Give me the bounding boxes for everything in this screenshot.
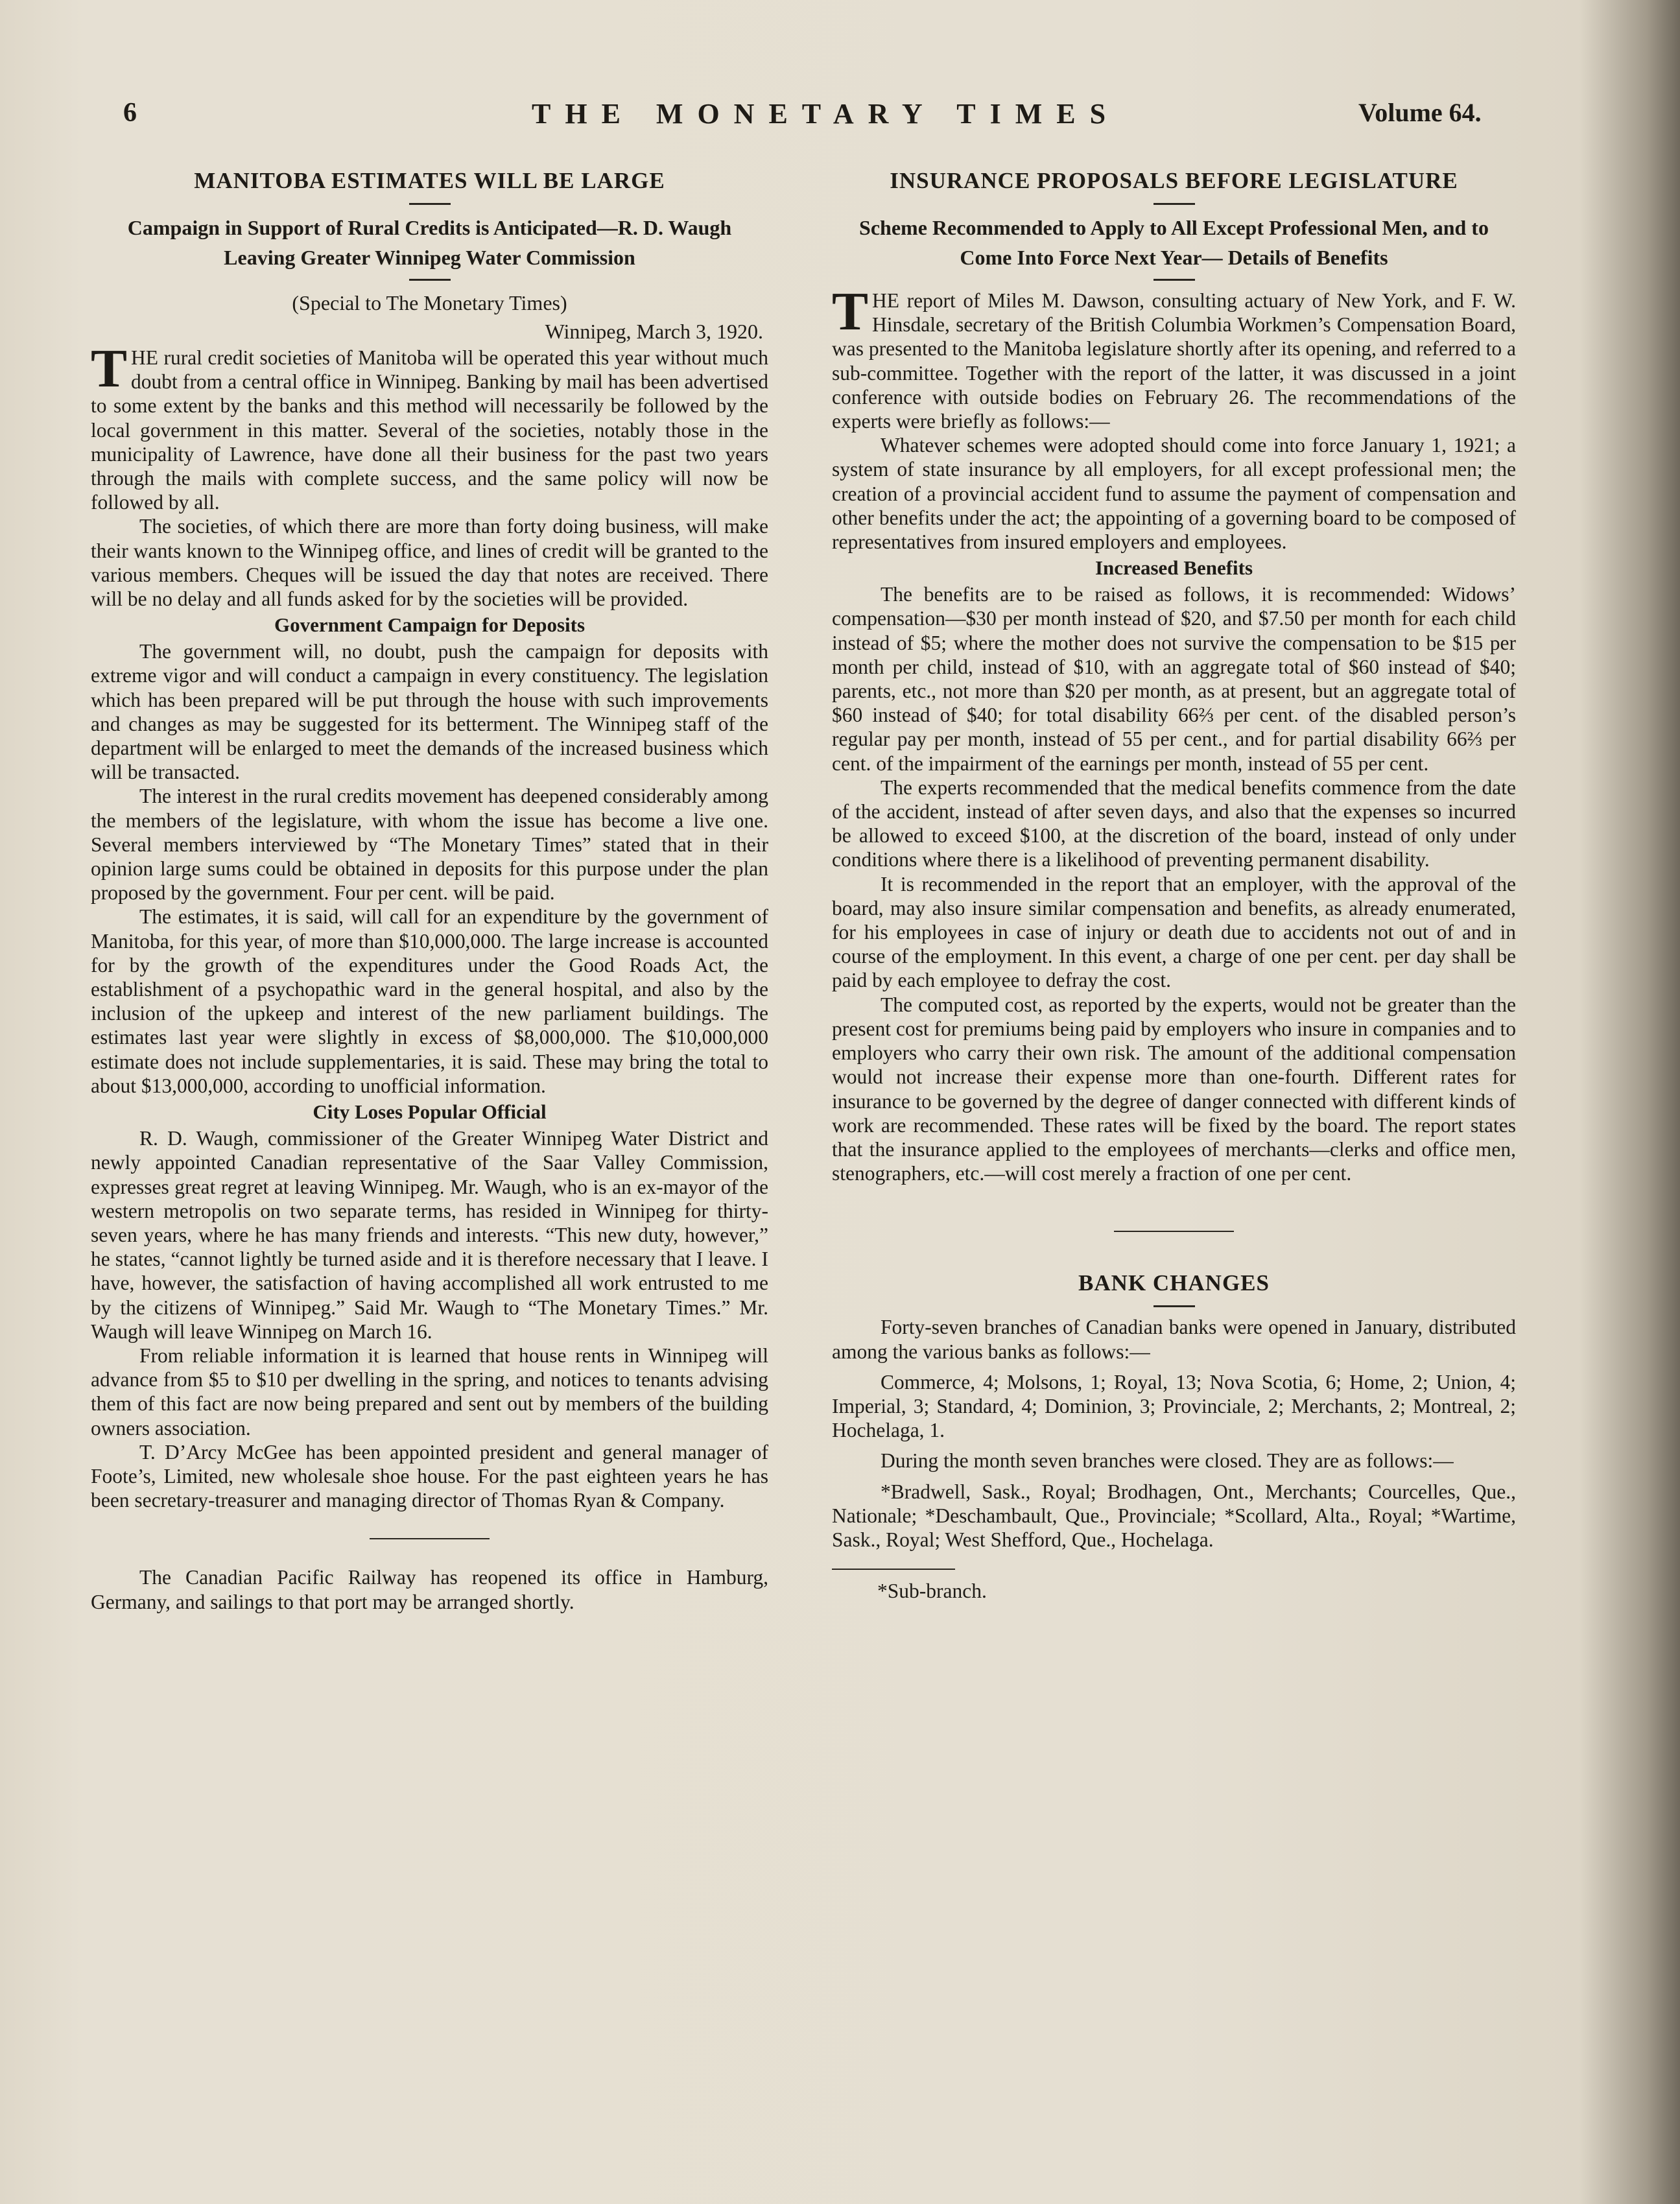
paragraph: Whatever schemes were adopted should come into force January 1, 1921; a system of state insurance by all employers, for all except professional men; the creation of a provincial accident fund to assume the payment of compensation and other benefits under the act; the appointing of a governing board to be composed of representatives from insured employers and employees. — [832, 434, 1516, 554]
special-credit: (Special to The Monetary Times) — [292, 291, 567, 314]
article-title-insurance: INSURANCE PROPOSALS BEFORE LEGISLATURE — [890, 168, 1458, 193]
article-title-bank-changes: BANK CHANGES — [1078, 1270, 1270, 1296]
drop-cap: T — [832, 281, 869, 342]
footnote-rule — [832, 1569, 955, 1570]
paragraph: *Bradwell, Sask., Royal; Brodhagen, Ont., Merchants; Courcelles, Que., Nationale; *Deschambault, Que., Provinciale; *Scollard, Alta., Royal; *Wartime, Sask., Royal; West Shefford, Que., Hochelaga. — [832, 1480, 1516, 1551]
article-subtitle: Scheme Recommended to Apply to All Except Professional Men, and to Come Into Force Next Year— Details of Benefits — [859, 216, 1489, 269]
article-subtitle: Campaign in Support of Rural Credits is Anticipated—R. D. Waugh Leaving Greater Winnipeg Water Commission — [127, 216, 732, 269]
paragraph: The benefits are to be raised as follows, it is recommended: Widows’ compensation—$30 per month instead of $20, and $7.50 per month for each child instead of $5; where the mother does not survive the compensation to be $15 per month per child, instead of $10, with an aggregate total of $60 instead of $40; parents, etc., not more than $20 per month, as at present, but an aggregate total of $60 instead of $40; for total disability 66⅔ per cent. of the disabled person’s regular pay per month, instead of 55 per cent., and for partial disability 66⅔ per cent. of the impairment of the earnings per month, instead of 55 per cent. — [832, 583, 1516, 775]
running-title: THE MONETARY TIMES — [532, 98, 1120, 130]
paragraph: It is recommended in the report that an employer, with the approval of the board, may also insure similar compensation and benefits, as already enumerated, for his employees in case of injury or death due to accidents not out of and in course of the employment. In this event, a charge of one per cent. per day shall be paid by each employee to defray the cost. — [832, 872, 1516, 992]
paragraph: The government will, no doubt, push the campaign for deposits with extreme vigor and will conduct a campaign in every constituency. The legislation which has been prepared will be put through the house with such improvements and changes as may be suggested for its betterment. The Winnipeg staff of the department will be enlarged to meet the demands of the increased business which will be transacted. — [91, 640, 768, 784]
paragraph: Commerce, 4; Molsons, 1; Royal, 13; Nova Scotia, 6; Home, 2; Union, 4; Imperial, 3; Standard, 4; Dominion, 3; Provinciale, 2; Merchants, 2; Montreal, 2; Hochelaga, 1. — [832, 1370, 1516, 1442]
left-column — [91, 165, 768, 1614]
paragraph: The Canadian Pacific Railway has reopened its office in Hamburg, Germany, and sailings to that port may be arranged shortly. — [91, 1566, 768, 1613]
paragraph: T. D’Arcy McGee has been appointed president and general manager of Foote’s, Limited, new wholesale shoe house. For the past eighteen years he has been secretary-treasurer and managing director of Thomas Ryan & Company. — [91, 1440, 768, 1512]
paragraph: The experts recommended that the medical benefits commence from the date of the accident, instead of after seven days, and also that the expenses so incurred be allowed to exceed $100, at the discretion of the board, instead of only under conditions where there is a likelihood of preventing permanent disability. — [832, 776, 1516, 871]
right-column — [832, 165, 1516, 1603]
paragraph: From reliable information it is learned that house rents in Winnipeg will advance from $5 to $10 per dwelling in the spring, and notices to tenants advising them of this fact are now being prepared and sent out by members of the building owners association. — [91, 1344, 768, 1440]
subtitle-rule — [1154, 279, 1195, 281]
paragraph: Forty-seven branches of Canadian banks were opened in January, distributed among the various banks as follows:— — [832, 1316, 1516, 1363]
paragraph: The interest in the rural credits movement has deepened considerably among the members of the legislature, with whom the issue has become a live one. Several members interviewed by “The Monetary Times” stated that in their opinion large sums could be obtained in deposits for this purpose under the plan proposed by the government. Four per cent. will be paid. — [91, 785, 768, 905]
paragraph: The computed cost, as reported by the experts, would not be greater than the present cost for premiums being paid by employers who insure in companies and to employers who carry their own risk. The amount of the additional compensation would not increase their expense more than one-fourth. Different rates for insurance to be governed by the degree of danger connected with different kinds of work are recommended. These rates will be fixed by the board. The report states that the insurance applied to the employees of merchants—clerks and office men, stenographers, etc.—will cost merely a fraction of one per cent. — [832, 993, 1516, 1185]
paragraph: The societies, of which there are more than forty doing business, will make their wants known to the Winnipeg office, and lines of credit will be granted to the various members. Cheques will be issued the day that notes are received. There will be no delay and all funds asked for by the societies will be provided. — [91, 515, 768, 611]
paragraph: THE report of Miles M. Dawson, consulting actuary of New York, and F. W. Hinsdale, secretary of the British Columbia Workmen’s Compensation Board, was presented to the Manitoba legislature shortly after its opening, and referred to a sub-committee. Together with the report of the latter, it was discussed in a joint conference with outside bodies on February 26. The recommendations of the experts were briefly as follows:— — [832, 281, 1516, 433]
section-heading-benefits: Increased Benefits — [1094, 556, 1253, 580]
paragraph: THE rural credit societies of Manitoba will be operated this year without much doubt from a central office in Winnipeg. Banking by mail has been advertised to some extent by the banks and this method will necessarily be followed by the local government in this matter. Several of the societies, notably those in the municipality of Lawrence, have done all their business for the past two years through the mails with complete success, and the same policy will now be followed by all. — [91, 338, 768, 514]
paragraph: The estimates, it is said, will call for an expenditure by the government of Manitoba, for this year, of more than $10,000,000. The large increase is accounted for by the growth of the expenditures under the Good Roads Act, the establishment of a psychopathic ward in the general hospital, and also by the inclusion of the upkeep and interest of the new parliament buildings. The estimates last year were slightly in excess of $8,000,000. The $10,000,000 estimate does not include supplementaries, it is said. These may bring the total to about $13,000,000, according to unofficial information. — [91, 905, 768, 1097]
dateline: Winnipeg, March 3, 1920. — [545, 320, 763, 343]
article-title-manitoba-estimates: MANITOBA ESTIMATES WILL BE LARGE — [194, 168, 665, 193]
drop-cap: T — [91, 338, 128, 399]
title-rule — [1154, 1305, 1195, 1307]
title-rule — [409, 203, 451, 205]
page-header — [0, 97, 1680, 136]
subtitle-rule — [409, 279, 451, 281]
section-heading-official: City Loses Popular Official — [313, 1100, 547, 1124]
section-heading-deposits: Government Campaign for Deposits — [274, 613, 586, 637]
page-number: 6 — [123, 98, 137, 128]
volume-label: Volume 64. — [1358, 98, 1482, 127]
title-rule — [1154, 203, 1195, 205]
paragraph: During the month seven branches were closed. They are as follows:— — [881, 1449, 1454, 1473]
footnote: *Sub-branch. — [877, 1580, 987, 1603]
paragraph: R. D. Waugh, commissioner of the Greater Winnipeg Water District and newly appointed Canadian representative of the Saar Valley Commission, expresses great regret at leaving Winnipeg. Mr. Waugh, who is an ex-mayor of the western metropolis on two separate terms, has resided in Winnipeg for thirty-seven years, where he has many friends and interests. “This new duty, however,” he states, “cannot lightly be turned aside and it is therefore necessary that I leave. I have, however, the satisfaction of having accomplished all work entrusted to me by the citizens of Winnipeg.” Said Mr. Waugh to “The Monetary Times.” Mr. Waugh will leave Winnipeg on March 16. — [91, 1127, 768, 1343]
